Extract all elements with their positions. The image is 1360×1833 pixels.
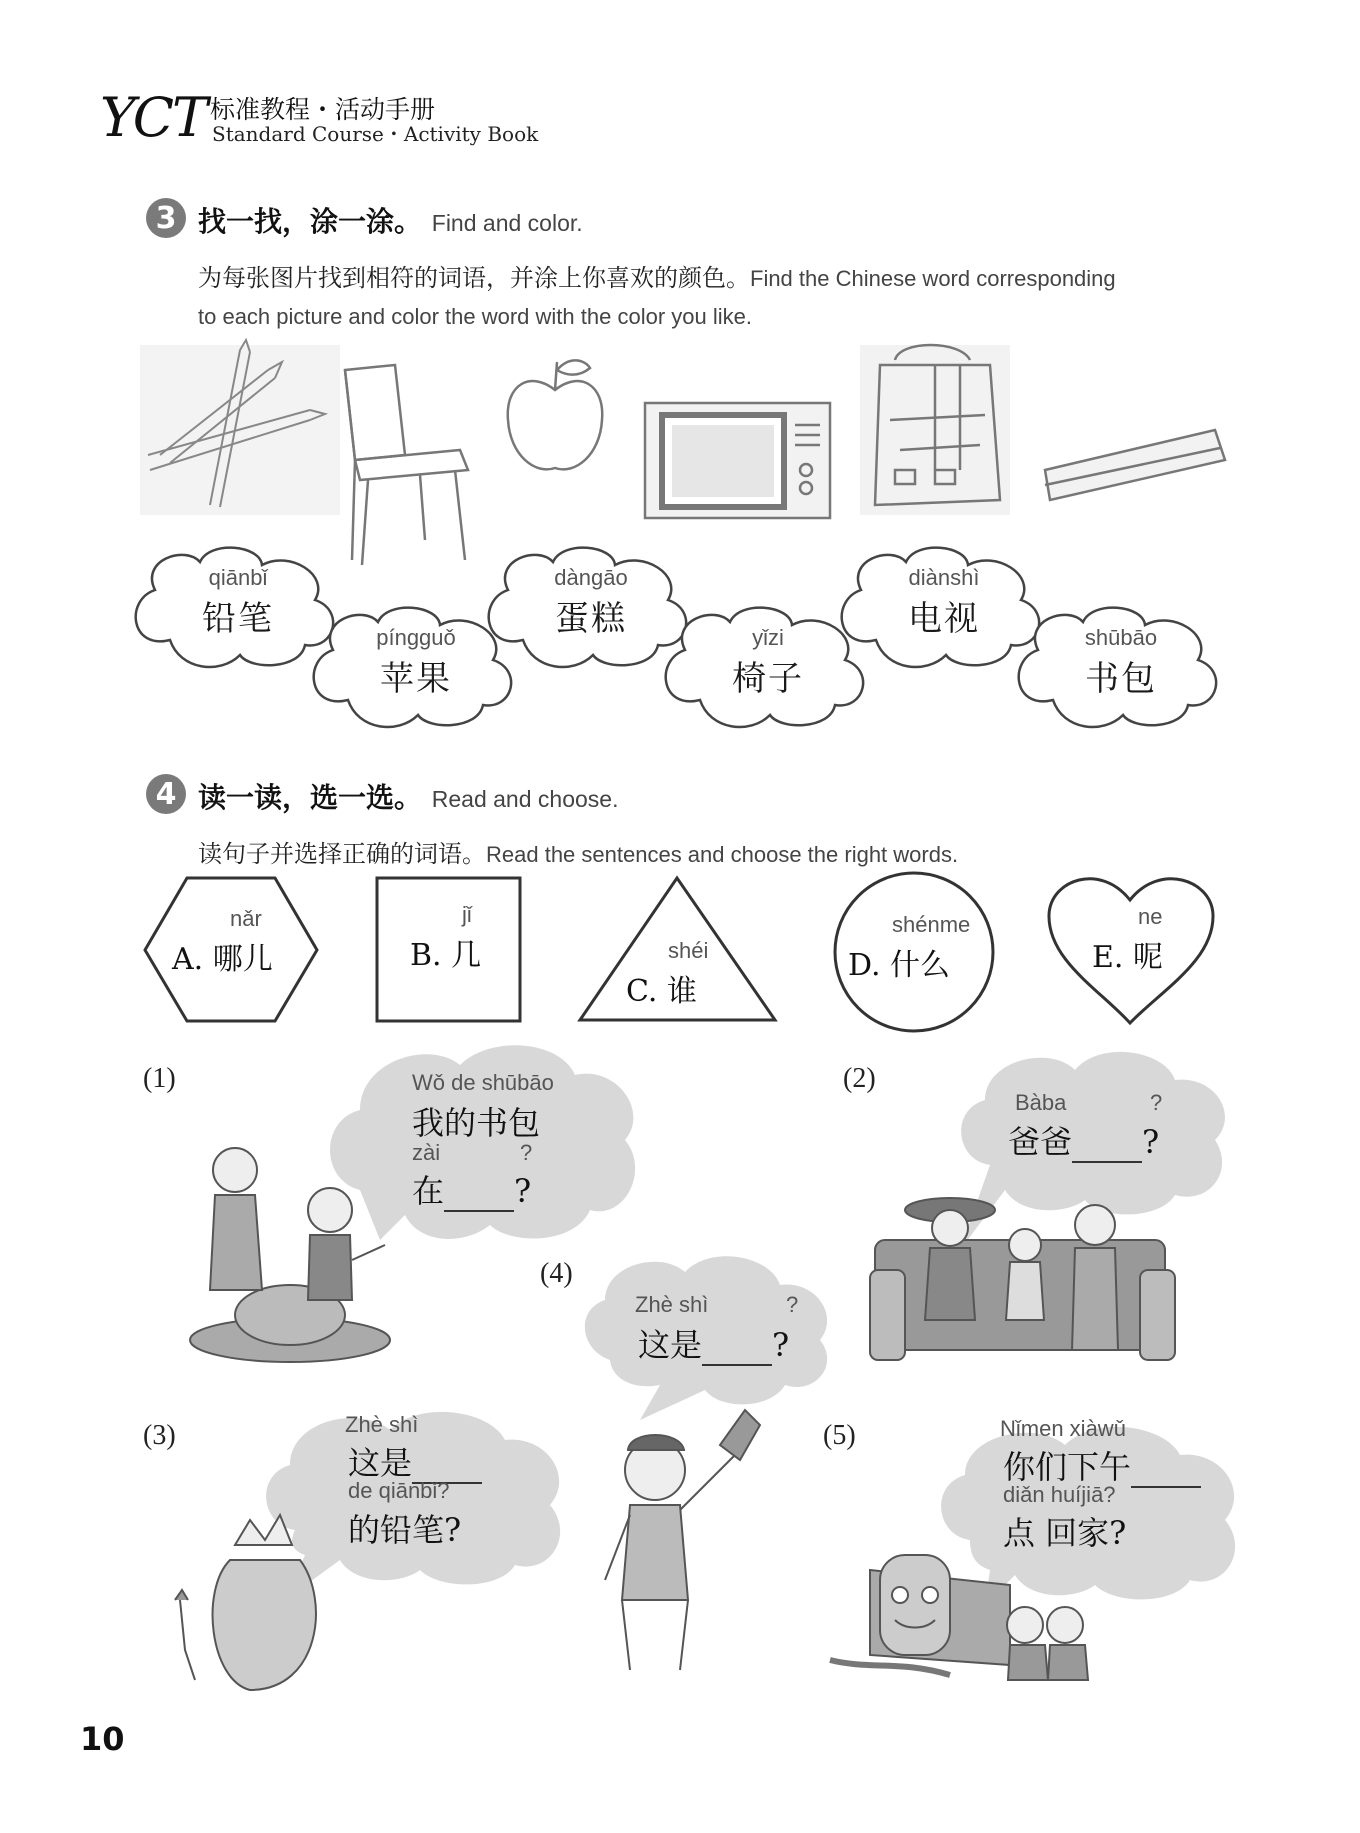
question-5-number: (5) <box>823 1420 856 1451</box>
section3-instr-en-2: to each picture and color the word with the color you like. <box>198 304 752 329</box>
q2-end: ? <box>1142 1123 1160 1161</box>
section3-instr-cn: 为每张图片找到相符的词语，并涂上你喜欢的颜色。 <box>198 264 750 292</box>
cloud-pinyin: qiānbǐ <box>208 565 268 590</box>
section3-instruction-line2 <box>198 302 752 330</box>
q1-end: ? <box>514 1172 532 1210</box>
option-b-label: B. 几 <box>410 938 482 973</box>
q4-answer-blank[interactable] <box>702 1334 772 1366</box>
q2-pinyin-1-q: ? <box>1150 1090 1163 1115</box>
q1-answer-blank[interactable] <box>444 1180 514 1212</box>
q5-line-1-text: 你们下午 <box>1003 1448 1132 1486</box>
section3-title <box>198 200 583 240</box>
option-b-pinyin: jǐ <box>462 902 472 927</box>
backpack-picture <box>860 345 1010 515</box>
cloud-pinyin: píngguǒ <box>376 625 456 650</box>
cloud-hanzi: 蛋糕 <box>555 599 627 639</box>
section4-title-en: Read and choose. <box>431 786 619 812</box>
q3-pinyin-1: Zhè shì <box>345 1412 419 1437</box>
question-3-number: (3) <box>143 1420 176 1451</box>
section3-title-cn: 找一找，涂一涂。 <box>198 205 423 238</box>
q3-line-1-text: 这是 <box>348 1444 413 1482</box>
header-title-cn: 标准教程・活动手册 <box>210 95 436 124</box>
section4-number-badge: 4 <box>146 774 186 814</box>
option-a-pinyin: nǎr <box>230 906 262 931</box>
q2-answer-blank[interactable] <box>1072 1131 1142 1163</box>
header-logo: YCT <box>100 86 207 149</box>
q1-line-2 <box>412 1166 531 1212</box>
q3-line-2: 的铅笔? <box>348 1511 462 1549</box>
section3-instr-en-1: Find the Chinese word corresponding <box>750 266 1116 291</box>
cloud-pinyin: shūbāo <box>1084 625 1158 650</box>
q1-line-1: 我的书包 <box>412 1104 541 1142</box>
q4-line-1 <box>638 1320 789 1366</box>
section4-instruction <box>198 834 958 869</box>
tv-picture <box>645 403 830 518</box>
question-4-number: (4) <box>540 1258 573 1289</box>
option-c-pinyin: shéi <box>668 938 709 963</box>
chair-picture <box>345 365 468 565</box>
q4-pinyin-1: Zhè shì <box>635 1292 709 1317</box>
q5-pinyin-2: diǎn huíjiā? <box>1003 1482 1116 1507</box>
cloud-pinyin: dàngāo <box>554 565 628 590</box>
q1-pinyin-1: Wǒ de shūbāo <box>412 1070 554 1095</box>
option-d-pinyin: shénme <box>892 912 971 937</box>
option-a-label: A. 哪儿 <box>172 942 273 977</box>
scene4-illustration <box>605 1410 760 1670</box>
cloud-word-2[interactable] <box>326 625 506 700</box>
q5-answer-blank[interactable] <box>1131 1456 1201 1488</box>
cloud-hanzi: 苹果 <box>380 659 452 699</box>
q2-line-1 <box>1008 1117 1159 1163</box>
pencils-picture <box>140 340 340 515</box>
page-number: 10 <box>80 1720 125 1758</box>
cloud-word-3[interactable] <box>501 565 681 640</box>
scene2-illustration <box>870 1198 1175 1360</box>
header-title-en: Standard Course・Activity Book <box>212 122 539 146</box>
cloud-word-1[interactable] <box>148 565 328 640</box>
apple-picture <box>508 360 602 469</box>
cake-picture <box>1045 430 1225 500</box>
cloud-pinyin: yǐzi <box>752 625 784 650</box>
section4-instr-en: Read the sentences and choose the right words. <box>486 842 959 867</box>
q5-line-2: 点 回家? <box>1003 1514 1127 1552</box>
cloud-word-4[interactable] <box>678 625 858 700</box>
q2-line-1-text: 爸爸 <box>1008 1123 1073 1161</box>
q5-pinyin-1: Nǐmen xiàwǔ <box>1000 1416 1126 1441</box>
q4-line-1-text: 这是 <box>638 1326 703 1364</box>
cloud-word-5[interactable] <box>854 565 1034 640</box>
section4-title-cn: 读一读，选一选。 <box>198 781 423 814</box>
option-e-pinyin: ne <box>1138 904 1163 929</box>
cloud-hanzi: 书包 <box>1085 659 1157 699</box>
q1-line-2-text: 在 <box>412 1172 445 1210</box>
q4-pinyin-1-q: ? <box>786 1292 799 1317</box>
cloud-word-6[interactable] <box>1031 625 1211 700</box>
q1-pinyin-2: zài <box>412 1140 441 1165</box>
section3-instruction <box>198 258 1116 293</box>
section4-instr-cn: 读句子并选择正确的词语。 <box>198 840 486 868</box>
question-1-number: (1) <box>143 1063 176 1094</box>
question-2-number: (2) <box>843 1063 876 1094</box>
section4-title <box>198 776 618 816</box>
q3-pinyin-2: de qiānbǐ? <box>348 1478 450 1503</box>
cloud-pinyin: diànshì <box>908 565 980 590</box>
cloud-hanzi: 电视 <box>908 599 980 639</box>
q1-pinyin-2-q: ? <box>520 1140 533 1165</box>
section3-title-en: Find and color. <box>431 210 583 236</box>
cloud-hanzi: 铅笔 <box>202 599 274 639</box>
section3-number-badge: 3 <box>146 198 186 238</box>
q2-pinyin-1: Bàba <box>1015 1090 1067 1115</box>
q4-end: ? <box>772 1326 790 1364</box>
option-e-label: E. 呢 <box>1092 940 1163 975</box>
option-d-label: D. 什么 <box>848 948 951 983</box>
option-c-label: C. 谁 <box>626 974 697 1009</box>
cloud-hanzi: 椅子 <box>732 659 804 699</box>
